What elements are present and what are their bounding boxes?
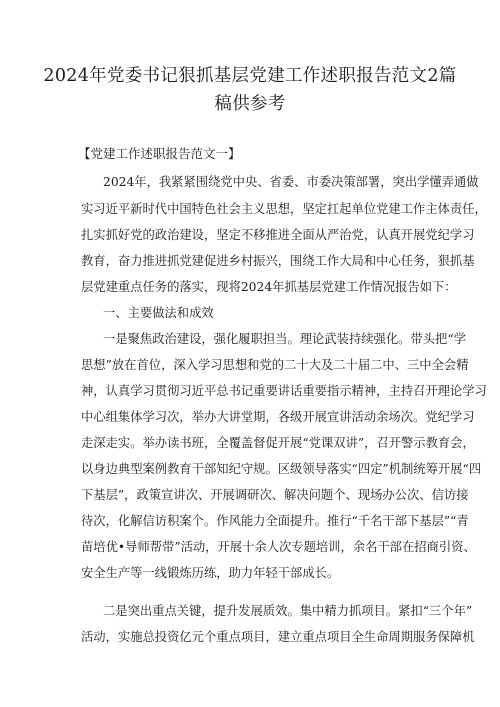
- paragraph-line: 2024年，我紧紧围绕党中央、省委、市委决策部署，突出学懂弄通做: [103, 175, 479, 189]
- paragraph-line: 教育，奋力推进抓党建促进乡村振兴，围绕工作大局和中心任务，狠抓基: [81, 254, 475, 268]
- paragraph-line: 二是突出重点关键，提升发展质效。集中精力抓项目。紧扣“三个年”: [103, 604, 473, 618]
- paragraph-line: 层党建重点任务的落实，现将2024年抓基层党建工作情况报告如下：: [81, 280, 457, 294]
- paragraph-line: 思想”放在首位，深入学习思想和党的二十大及二十届二中、三中全会精: [81, 358, 469, 372]
- paragraph-line: 一是聚焦政治建设，强化履职担当。理论武装持续强化。带头把“学: [103, 332, 466, 346]
- paragraph-line: 活动，实施总投资亿元个重点项目，建立重点项目全生命周期服务保障机: [81, 630, 475, 644]
- section-heading: 【党建工作述职报告范文一】: [78, 146, 241, 161]
- subheading: 一、主要做法和成效: [103, 306, 214, 320]
- paragraph-line: 神，认真学习贯彻习近平总书记重要讲话重要指示精神，主持召开理论学习: [81, 384, 487, 398]
- paragraph-line: 以身边典型案例教育干部知纪守规。区级领导落实“四定”机制统筹开展“四: [81, 462, 482, 476]
- paragraph-line: 扎实抓好党的政治建设，坚定不移推进全面从严治党，认真开展党纪学习: [81, 228, 475, 242]
- document-title-line-1: 2024年党委书记狠抓基层党建工作述职报告范文2篇: [43, 66, 457, 86]
- paragraph-line: 苗培优•导师帮带”活动，开展十余人次专题培训，余名干部在招商引资、: [81, 540, 476, 554]
- paragraph-line: 安全生产等一线锻炼历练，助力年轻干部成长。: [81, 566, 340, 580]
- paragraph-line: 中心组集体学习次，举办大讲堂期，各级开展宣讲活动余场次。党纪学习: [81, 410, 475, 424]
- paragraph-line: 走深走实。举办读书班，全覆盖督促开展“党课双讲”，召开警示教育会，: [81, 436, 475, 450]
- document-title-line-2: 稿供参考: [214, 94, 286, 114]
- paragraph-line: 实习近平新时代中国特色社会主义思想，坚定扛起单位党建工作主体责任，: [81, 202, 487, 216]
- paragraph-line: 待次，化解信访积案个。作风能力全面提升。推行“千名干部下基层”“青: [81, 514, 469, 528]
- paragraph-line: 下基层”，政策宣讲次、开展调研次、解决问题个、现场办公次、信访接: [81, 488, 469, 502]
